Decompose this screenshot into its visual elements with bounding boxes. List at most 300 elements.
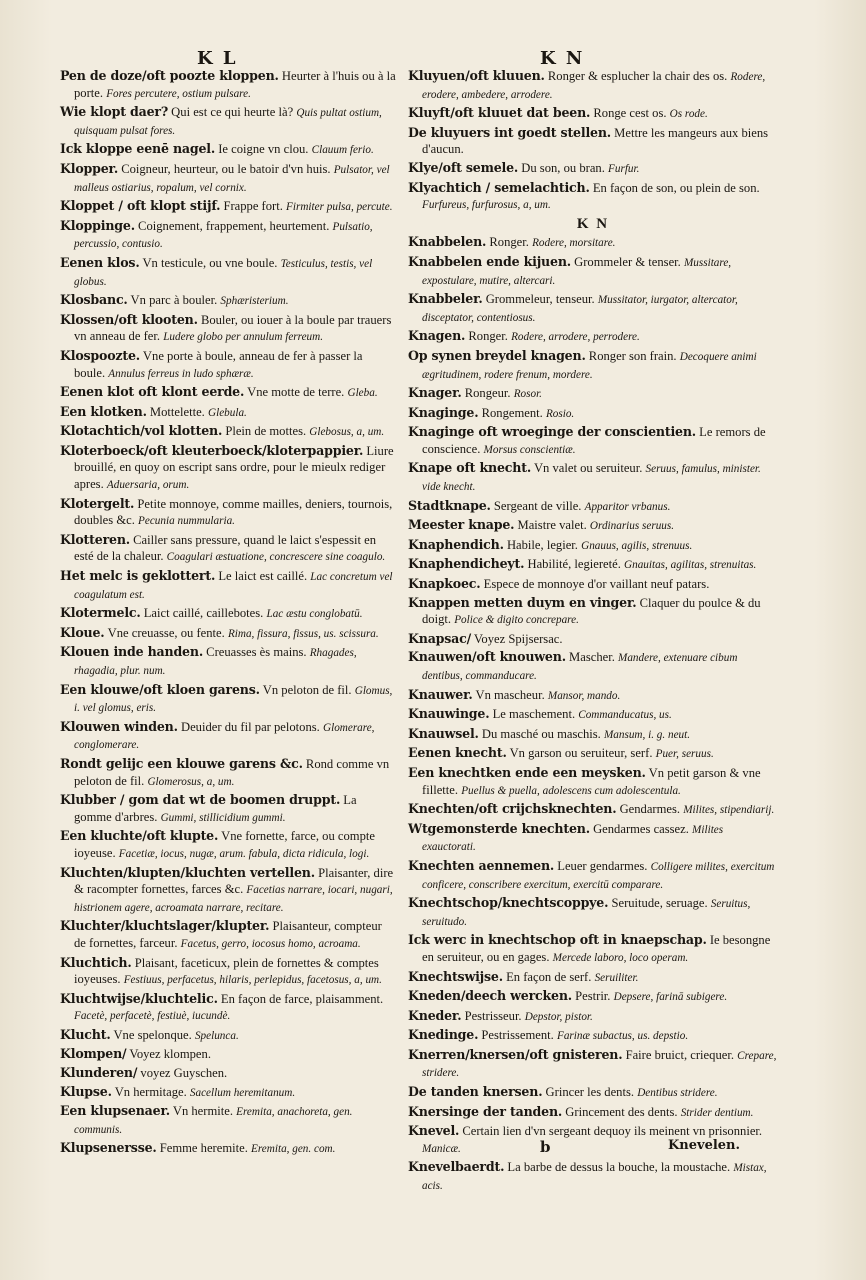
entry-latin: Glebula. xyxy=(208,406,247,419)
entry-latin: Farinæ subactus, us. depstio. xyxy=(557,1030,689,1043)
entry-french: Bouler, ou iouer à la boule par trauers vn anneau de fer. xyxy=(74,312,392,344)
entry-french: La gomme d'arbres. xyxy=(74,793,357,824)
entry-latin: Rosio. xyxy=(545,407,575,420)
entry-french: Plaisanteur, compteur de fornettes, farceur. xyxy=(74,919,382,950)
entry-french: Du masché ou maschis. xyxy=(481,726,601,741)
dictionary-entry xyxy=(408,556,778,574)
entry-french: Vne porte à boule, anneau de fer à passer la boule. xyxy=(74,348,363,380)
entry-french: Ronger son frain. xyxy=(588,348,677,363)
entry-french: Grommeler & tenser. xyxy=(574,254,681,269)
entry-french: Le remors de conscience. xyxy=(422,425,766,456)
entry-latin: Annulus ferreus in ludo sphæræ. xyxy=(108,367,254,380)
dictionary-entry xyxy=(408,765,778,799)
entry-latin: Ordinarius seruus. xyxy=(589,520,675,533)
entry-latin: Pulsatio, percussio, contusio. xyxy=(74,220,373,251)
entry-headword: Knedinge. xyxy=(408,1027,479,1043)
entry-headword: Klupse. xyxy=(60,1083,112,1099)
entry-headword: Klouen inde handen. xyxy=(60,644,204,660)
entry-headword: Knaphendicheyt. xyxy=(408,556,525,572)
entry-latin: Rosor. xyxy=(513,388,542,401)
entry-latin: Pulsator, vel malleus ostiarius, ropalum, vel cornix. xyxy=(74,163,390,194)
entry-headword: Kluyuen/oft kluuen. xyxy=(408,68,545,83)
entry-headword: Klopper. xyxy=(60,160,119,176)
entry-latin: Milites exauctorati. xyxy=(422,823,724,854)
dictionary-entry xyxy=(408,160,778,178)
entry-headword: Knabbelen. xyxy=(408,234,487,250)
dictionary-entry xyxy=(60,423,396,441)
entry-latin: Eremita, anachoreta, gen. communis. xyxy=(74,1106,353,1136)
entry-headword: Klupsenersse. xyxy=(60,1140,157,1156)
entry-headword: Klunderen/ xyxy=(60,1065,138,1081)
entry-latin: Manicæ. xyxy=(422,1142,461,1155)
dictionary-entry xyxy=(408,1084,778,1102)
entry-french: Vne fornette, farce, ou compte ioyeuse. xyxy=(74,829,375,860)
dictionary-entry xyxy=(408,745,778,763)
entry-french: Plaisanter, dire & racompter fornettes, farces &c. xyxy=(74,865,394,897)
entry-headword: Een klouwe/oft kloen garens. xyxy=(60,681,260,697)
dictionary-entry xyxy=(408,706,778,724)
dictionary-entry xyxy=(60,68,396,102)
entry-headword: De kluyuers int goedt stellen. xyxy=(408,124,611,140)
entry-french: En façon de son, ou plein de son. xyxy=(592,180,760,195)
entry-headword: Klubber / gom dat wt de boomen druppt. xyxy=(60,792,341,808)
entry-latin: Eremita, gen. com. xyxy=(251,1143,336,1156)
dictionary-entry xyxy=(408,649,778,684)
entry-latin: Mansor, mando. xyxy=(547,689,621,702)
entry-latin: Decoquere animi ægritudinem, rodere frenum, mordere. xyxy=(422,350,757,381)
entry-headword: Knagen. xyxy=(408,328,466,344)
right-column xyxy=(408,68,778,1197)
entry-latin: Clauum ferio. xyxy=(311,144,374,157)
entry-latin: Seruiliter. xyxy=(594,971,639,984)
entry-headword: Kneder. xyxy=(408,1007,462,1023)
dictionary-entry xyxy=(408,1027,778,1045)
dictionary-entry xyxy=(408,234,778,252)
entry-latin: Furfur. xyxy=(608,162,640,175)
entry-headword: Knager. xyxy=(408,385,462,401)
entry-headword: Knapsac/ xyxy=(408,630,471,646)
dictionary-entry xyxy=(408,895,778,930)
entry-headword: Kneden/deech wercken. xyxy=(408,988,572,1004)
entry-latin: Glomerosus, a, um. xyxy=(147,775,235,788)
dictionary-entry xyxy=(408,254,778,289)
entry-latin: Lac æstu conglobatū. xyxy=(266,608,363,621)
entry-headword: Een klupsenaer. xyxy=(60,1103,170,1119)
entry-french: Laict caillé, caillebotes. xyxy=(143,606,264,621)
entry-latin: Firmiter pulsa, percute. xyxy=(286,201,393,214)
entry-headword: Klyachtich / semelachtich. xyxy=(408,179,590,195)
dictionary-entry xyxy=(408,180,778,214)
entry-french: Ronger. xyxy=(468,329,508,344)
entry-french: Voyez Spijsersac. xyxy=(473,631,563,646)
entry-french: Vn petit garson & vne fillette. xyxy=(422,765,761,797)
entry-latin: Glomus, i. vel glomus, eris. xyxy=(74,684,393,715)
entry-french: Deuider du fil par pelotons. xyxy=(180,719,320,734)
entry-french: Coignement, frappement, heurtement. xyxy=(138,218,330,233)
entry-french: Vn garson ou seruiteur, serf. xyxy=(509,746,653,761)
entry-french: Mettre les mangeurs aux biens d'aucun. xyxy=(422,125,769,157)
dictionary-entry xyxy=(60,104,396,139)
dictionary-entry xyxy=(60,141,396,159)
entry-headword: Meester knape. xyxy=(408,517,515,533)
entry-french: En façon de serf. xyxy=(506,969,592,984)
entry-headword: Kluchter/kluchtslager/klupter. xyxy=(60,918,270,934)
dictionary-entry xyxy=(60,605,396,623)
entry-latin: Puer, seruus. xyxy=(655,748,714,761)
dictionary-entry xyxy=(60,443,396,494)
entry-headword: Klucht. xyxy=(60,1026,111,1042)
entry-french: Habile, legier. xyxy=(506,537,578,552)
entry-latin: Coagulari æstuatione, concrescere sine coagulo. xyxy=(166,551,386,564)
entry-latin: Rhagades, rhagadia, plur. num. xyxy=(74,647,357,677)
entry-headword: Eenen klos. xyxy=(60,254,140,270)
entry-headword: Knechtswijse. xyxy=(408,968,503,984)
entry-french: Pestrissement. xyxy=(481,1028,554,1043)
dictionary-entry xyxy=(60,1103,396,1138)
entry-french: Ronger. xyxy=(489,235,529,250)
entry-french: Grincer les dents. xyxy=(545,1085,635,1100)
dictionary-entry xyxy=(408,1104,778,1122)
dictionary-entry xyxy=(60,1140,396,1158)
dictionary-entry xyxy=(60,496,396,530)
entry-french: Claquer du poulce & du doigt. xyxy=(422,595,761,627)
entry-french: Vn hermitage. xyxy=(114,1084,187,1099)
dictionary-entry xyxy=(408,576,778,593)
entry-latin: Depsere, farinā subigere. xyxy=(613,991,728,1004)
entry-latin: Depstor, pistor. xyxy=(524,1010,593,1023)
entry-latin: Facetus, gerro, iocosus homo, acroama. xyxy=(180,937,361,950)
dictionary-entry xyxy=(60,682,396,717)
entry-headword: Kluchtwijse/kluchtelic. xyxy=(60,990,218,1006)
entry-french: Habilité, legiereté. xyxy=(527,557,621,572)
entry-french: Faire bruict, criequer. xyxy=(625,1047,734,1062)
dictionary-entry xyxy=(60,1027,396,1045)
entry-headword: Kluyft/oft kluuet dat been. xyxy=(408,105,591,121)
entry-french: Ronger & esplucher la chair des os. xyxy=(547,69,728,83)
dictionary-entry xyxy=(60,955,396,989)
entry-french: Ronge cest os. xyxy=(593,106,667,121)
entry-latin: Police & digito concrepare. xyxy=(454,614,579,627)
entry-latin: Dentibus stridere. xyxy=(637,1087,718,1100)
entry-latin: Gnauus, agilis, strenuus. xyxy=(581,539,693,552)
entry-french: Liure brouillé, en quoy on escript sans ordre, pour le mieulx rediger apres. xyxy=(74,443,394,492)
dictionary-entry xyxy=(60,568,396,603)
entry-headword: Knauwsel. xyxy=(408,725,479,741)
entry-french: Certain lien d'vn sergeant dequoy ils meinent vn prisonnier. xyxy=(462,1124,763,1139)
entry-french: Leuer gendarmes. xyxy=(557,858,648,873)
entry-latin: Pecunia nummularia. xyxy=(138,515,235,528)
dictionary-entry xyxy=(60,828,396,862)
entry-latin: Mussitare, expostulare, mutire, altercari. xyxy=(422,256,732,287)
entry-french: Creuasses ès mains. xyxy=(206,645,307,660)
entry-french: Du son, ou bran. xyxy=(521,160,605,175)
entry-french: Sergeant de ville. xyxy=(493,498,582,513)
entry-french: Vn parc à bouler. xyxy=(130,293,218,308)
entry-headword: Klosbanc. xyxy=(60,292,128,308)
entry-french: Grincement des dents. xyxy=(565,1104,678,1119)
dictionary-entry xyxy=(60,625,396,643)
entry-headword: Klotermelc. xyxy=(60,605,141,621)
entry-latin: Ludere globo per annulum ferreum. xyxy=(163,331,324,344)
catchword: Knevelen. xyxy=(668,1138,741,1153)
entry-french: Qui est ce qui heurte là? xyxy=(171,105,294,120)
dictionary-entry xyxy=(408,1008,778,1026)
entry-headword: Het melc is geklottert. xyxy=(60,568,216,584)
entry-headword: Klospoozte. xyxy=(60,347,140,363)
entry-headword: Klotergelt. xyxy=(60,495,135,511)
dictionary-entry xyxy=(408,291,778,326)
dictionary-entry xyxy=(60,532,396,566)
dictionary-entry xyxy=(408,517,778,535)
dictionary-entry xyxy=(60,404,396,422)
entry-latin: Morsus conscientiæ. xyxy=(483,443,576,456)
entry-latin: Seruus, famulus, minister. vide knecht. xyxy=(422,463,761,494)
dictionary-entry xyxy=(408,328,778,346)
entry-headword: Wtgemonsterde knechten. xyxy=(408,820,590,836)
dictionary-entry xyxy=(408,385,778,403)
entry-headword: Knevel. xyxy=(408,1123,460,1139)
entry-headword: Knaginge. xyxy=(408,404,479,420)
entry-latin: Rodere, arrodere, perrodere. xyxy=(511,331,640,344)
entry-french: Ie besongne en seruiteur, ou en gages. xyxy=(422,933,771,964)
entry-french: Grommeleur, tenseur. xyxy=(485,292,595,307)
entry-latin: Seruitus, seruitudo. xyxy=(422,898,751,928)
entry-latin: Lac concretum vel coagulatum est. xyxy=(74,571,393,601)
entry-headword: De tanden knersen. xyxy=(408,1084,543,1100)
entry-french: Heurter à l'huis ou à la porte. xyxy=(74,69,396,100)
entry-french: Pestrisseur. xyxy=(464,1008,522,1023)
entry-french: voyez Guyschen. xyxy=(140,1066,228,1081)
entry-latin: Puellus & puella, adolescens cum adolescentula. xyxy=(461,784,681,797)
entry-french: Plein de mottes. xyxy=(225,424,307,439)
dictionary-entry xyxy=(60,865,396,917)
entry-french: Seruitude, seruage. xyxy=(611,896,708,911)
entry-latin: Gleba. xyxy=(347,387,378,400)
entry-french: Gendarmes. xyxy=(619,802,681,817)
entry-headword: Kloterboeck/oft kleuterboeck/kloterpappier. xyxy=(60,442,364,458)
dictionary-entry xyxy=(60,218,396,253)
entry-french: Vn mascheur. xyxy=(475,687,545,702)
running-head-left: K L xyxy=(197,48,238,69)
dictionary-entry xyxy=(408,726,778,744)
entry-french: Vn testicule, ou vne boule. xyxy=(142,255,278,270)
entry-headword: Stadtknape. xyxy=(408,497,491,513)
entry-latin: Aduersaria, orum. xyxy=(106,479,190,492)
entry-headword: Op synen breydel knagen. xyxy=(408,347,586,363)
entry-headword: Knapkoec. xyxy=(408,576,481,592)
entry-headword: Knaginge oft wroeginge der conscientien. xyxy=(408,424,696,440)
entry-french: Mottelette. xyxy=(149,404,205,419)
entry-headword: Eenen knecht. xyxy=(408,745,507,761)
entry-latin: Glomerare, conglomerare. xyxy=(74,721,375,752)
entry-french: Rongement. xyxy=(481,405,543,420)
entry-french: En façon de farce, plaisamment. xyxy=(220,991,384,1006)
dictionary-entry xyxy=(60,292,396,310)
entry-headword: Kloppinge. xyxy=(60,217,135,233)
entry-french: Ie coigne vn clou. xyxy=(218,142,309,157)
entry-french: Voyez klompen. xyxy=(129,1047,211,1062)
entry-headword: Knabbelen ende kijuen. xyxy=(408,253,571,269)
entry-french: La barbe de dessus la bouche, la moustache. xyxy=(507,1160,731,1175)
entry-headword: Kluchten/klupten/kluchten vertellen. xyxy=(60,864,315,880)
running-head-right: K N xyxy=(540,48,585,69)
entry-french: Gendarmes cassez. xyxy=(593,821,689,836)
entry-french: Plaisant, faceticux, plein de fornettes & comptes ioyeuses. xyxy=(74,955,379,987)
entry-french: Le maschement. xyxy=(492,707,576,722)
entry-headword: Knabbeler. xyxy=(408,291,483,307)
entry-latin: Mussitator, iurgator, altercator, disceptator, contentiosus. xyxy=(422,294,738,324)
entry-latin: Mandere, extenuare cibum dentibus, commanducare. xyxy=(422,652,738,682)
signature-mark: b xyxy=(540,1138,551,1156)
dictionary-entry xyxy=(60,1065,396,1082)
dictionary-entry xyxy=(60,918,396,952)
section-heading: K N xyxy=(576,215,610,232)
dictionary-entry xyxy=(408,1159,778,1194)
dictionary-entry xyxy=(408,595,778,629)
dictionary-entry xyxy=(60,348,396,382)
dictionary-entry xyxy=(408,631,778,648)
dictionary-entry xyxy=(408,424,778,458)
entry-french: Maistre valet. xyxy=(517,518,587,533)
entry-headword: Knechten aennemen. xyxy=(408,857,555,873)
dictionary-entry xyxy=(408,932,778,966)
entry-french: Vn peloton de fil. xyxy=(262,682,352,697)
entry-headword: Klouwen winden. xyxy=(60,718,178,734)
dictionary-entry xyxy=(408,969,778,987)
entry-headword: Ick kloppe eenē nagel. xyxy=(60,141,216,157)
entry-latin: Colligere milites, exercitum conficere, conscribere exercitum, exercitū comparare. xyxy=(422,860,775,891)
entry-latin: Facetè, perfacetè, festiuè, iucundè. xyxy=(74,1010,231,1023)
entry-french: Frappe fort. xyxy=(223,199,283,214)
entry-latin: Mansum, i. g. neut. xyxy=(603,728,691,741)
entry-latin: Gummi, stillicidium gummi. xyxy=(160,811,286,824)
entry-latin: Testiculus, testis, vel globus. xyxy=(74,257,373,288)
entry-latin: Facetias narrare, iocari, nugari, histrionem agere, acroamata narrare, recitare. xyxy=(74,884,393,914)
entry-latin: Quis pultat ostium, quisquam pulsat fores. xyxy=(74,107,382,137)
left-column xyxy=(60,68,396,1160)
entry-latin: Rodere, erodere, ambedere, arrodere. xyxy=(422,71,766,101)
entry-latin: Furfureus, furfurosus, a, um. xyxy=(422,199,551,212)
dictionary-entry xyxy=(60,719,396,754)
entry-latin: Facetiæ, iocus, nugæ, arum. fabula, dicta ridicula, logi. xyxy=(118,847,370,860)
entry-latin: Sphæristerium. xyxy=(220,295,289,308)
dictionary-entry xyxy=(408,68,778,103)
dictionary-entry xyxy=(408,460,778,495)
entry-french: Cailler sans pressure, quand le laict s'espessit en esté de la chaleur. xyxy=(74,532,377,564)
entry-headword: Knevelbaerdt. xyxy=(408,1159,505,1175)
entry-headword: Knauwen/oft knouwen. xyxy=(408,649,566,665)
entry-latin: Strider dentium. xyxy=(680,1106,754,1119)
entry-french: Femme heremite. xyxy=(159,1141,248,1156)
dictionary-entry xyxy=(408,125,778,158)
entry-headword: Knechtschop/knechtscoppye. xyxy=(408,895,609,911)
entry-headword: Wie klopt daer? xyxy=(60,104,169,120)
entry-latin: Spelunca. xyxy=(194,1029,239,1042)
entry-headword: Knerren/knersen/oft gnisteren. xyxy=(408,1046,623,1062)
dictionary-entry xyxy=(408,687,778,705)
entry-french: Vne creuasse, ou fente. xyxy=(107,625,225,640)
entry-headword: Knersinge der tanden. xyxy=(408,1103,563,1119)
entry-headword: Pen de doze/oft poozte kloppen. xyxy=(60,68,279,83)
entry-headword: Een knechtken ende een meysken. xyxy=(408,764,646,780)
entry-latin: Gnauitas, agilitas, strenuitas. xyxy=(624,559,757,572)
entry-french: Vn hermite. xyxy=(172,1104,233,1119)
dictionary-entry xyxy=(60,792,396,826)
entry-headword: Knaphendich. xyxy=(408,536,504,552)
dictionary-entry xyxy=(408,988,778,1006)
dictionary-entry xyxy=(408,348,778,383)
entry-french: Rond comme vn peloton de fil. xyxy=(74,756,390,788)
entry-french: Vne motte de terre. xyxy=(247,385,345,400)
dictionary-entry xyxy=(408,405,778,423)
entry-headword: Een kluchte/oft klupte. xyxy=(60,828,219,844)
entry-latin: Rima, fissura, fissus, us. scissura. xyxy=(227,627,379,640)
entry-french: Rongeur. xyxy=(464,386,511,401)
entry-latin: Os rode. xyxy=(669,108,708,121)
dictionary-entry xyxy=(60,161,396,196)
dictionary-entry xyxy=(60,644,396,679)
entry-latin: Fores percutere, ostium pulsare. xyxy=(106,87,251,100)
entry-latin: Rodere, morsitare. xyxy=(532,237,616,250)
entry-latin: Crepare, stridere. xyxy=(422,1049,777,1080)
dictionary-entry xyxy=(60,991,396,1025)
dictionary-entry xyxy=(60,255,396,290)
entry-latin: Sacellum heremitanum. xyxy=(189,1086,296,1099)
entry-headword: Kluchtich. xyxy=(60,954,132,970)
entry-headword: Knauwinge. xyxy=(408,706,490,722)
dictionary-entry xyxy=(60,384,396,402)
entry-french: Petite monnoye, comme mailles, deniers, tournois, doubles &c. xyxy=(74,496,393,528)
entry-headword: Knape oft knecht. xyxy=(408,460,532,476)
entry-headword: Klotachtich/vol klotten. xyxy=(60,423,223,439)
entry-headword: Een klotken. xyxy=(60,403,147,419)
entry-latin: Milites, stipendiarij. xyxy=(683,804,775,817)
dictionary-entry xyxy=(60,198,396,216)
dictionary-entry xyxy=(408,821,778,856)
entry-headword: Klompen/ xyxy=(60,1046,127,1062)
entry-latin: Apparitor vrbanus. xyxy=(584,500,671,513)
entry-headword: Knauwer. xyxy=(408,686,473,702)
dictionary-entry xyxy=(408,1047,778,1082)
entry-latin: Mistax, acis. xyxy=(422,1162,767,1193)
entry-french: Espece de monnoye d'or vaillant neuf patars. xyxy=(483,577,710,592)
entry-latin: Festiuus, perfacetus, hilaris, perlepidus, facetosus, a, um. xyxy=(123,974,382,987)
entry-headword: Klossen/oft klooten. xyxy=(60,311,198,327)
entry-french: Pestrir. xyxy=(575,989,611,1004)
entry-latin: Commanducatus, us. xyxy=(578,709,672,722)
entry-latin: Glebosus, a, um. xyxy=(309,426,385,439)
dictionary-entry xyxy=(408,537,778,555)
entry-latin: Mercede laboro, loco operam. xyxy=(552,951,689,964)
entry-headword: Eenen klot oft klont eerde. xyxy=(60,384,245,400)
entry-french: Vne spelonque. xyxy=(113,1027,192,1042)
entry-headword: Ick werc in knechtschop oft in knaepschap. xyxy=(408,932,707,948)
entry-headword: Klye/oft semele. xyxy=(408,159,519,175)
entry-headword: Kloppet / oft klopt stijf. xyxy=(60,198,221,214)
dictionary-entry xyxy=(60,756,396,790)
dictionary-entry xyxy=(60,312,396,346)
dictionary-entry xyxy=(60,1084,396,1102)
dictionary-entry xyxy=(408,105,778,123)
dictionary-entry xyxy=(408,801,778,819)
dictionary-entry xyxy=(60,1046,396,1063)
entry-french: Coigneur, heurteur, ou le batoir d'vn huis. xyxy=(121,161,331,176)
entry-headword: Knappen metten duym en vinger. xyxy=(408,594,637,610)
entry-headword: Klotteren. xyxy=(60,531,130,547)
entry-headword: Knechten/oft crijchsknechten. xyxy=(408,801,617,817)
entry-french: Mascher. xyxy=(569,650,615,665)
entry-headword: Rondt gelijc een klouwe garens &c. xyxy=(60,755,303,771)
